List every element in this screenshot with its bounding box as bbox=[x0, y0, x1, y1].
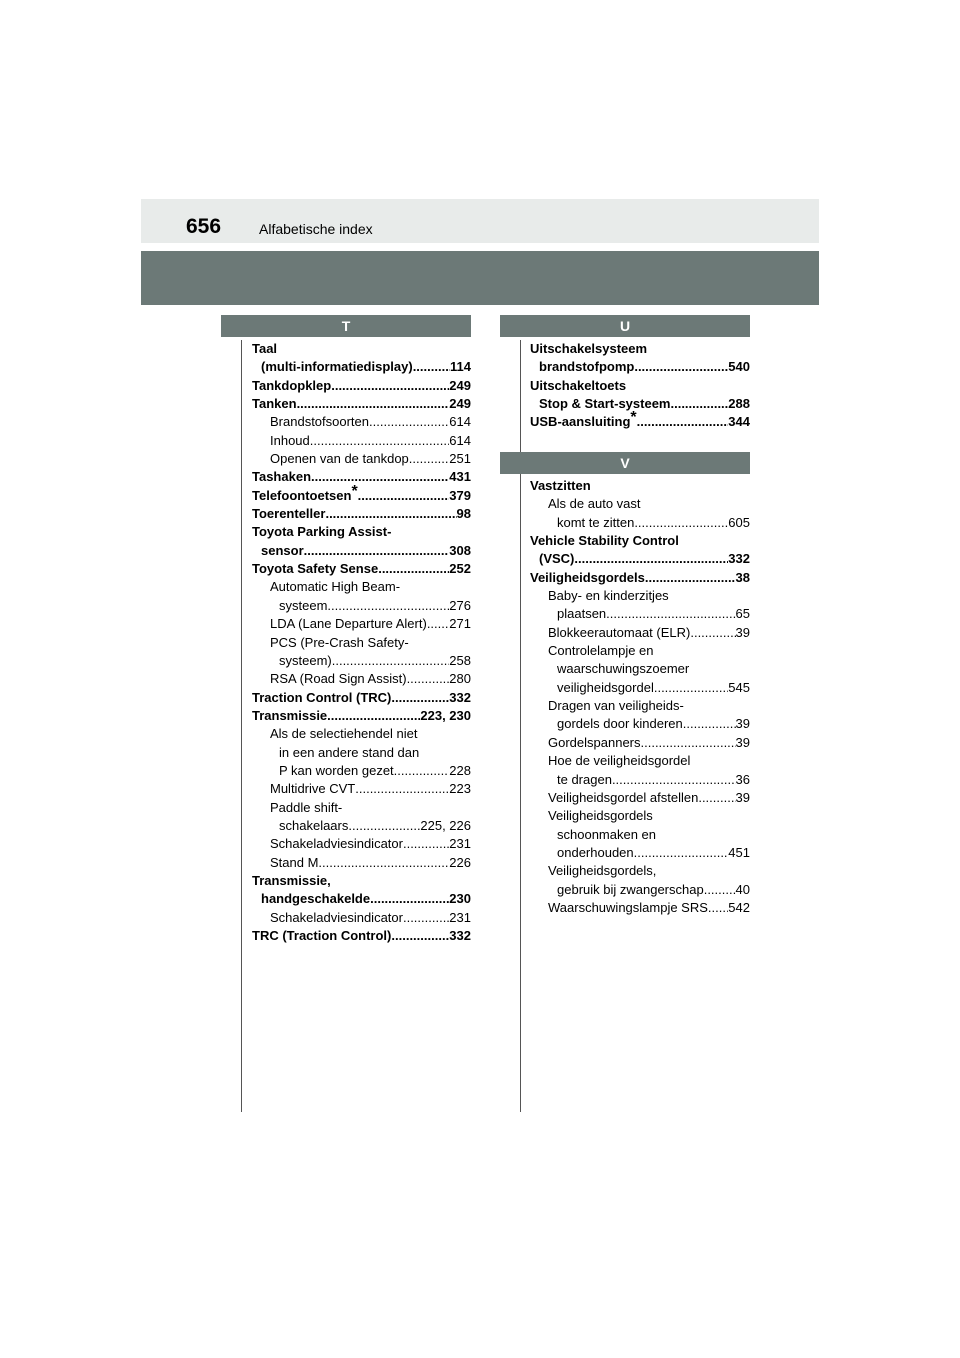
dot-leader bbox=[641, 734, 736, 752]
entry-term: Tanken bbox=[252, 396, 297, 412]
index-entry bbox=[252, 560, 471, 578]
dot-leader bbox=[634, 358, 728, 376]
page-reference: 98 bbox=[456, 506, 471, 522]
entry-term: P kan worden gezet bbox=[279, 762, 394, 778]
index-entry bbox=[530, 807, 750, 825]
entry-term: Telefoontoetsen bbox=[252, 487, 352, 503]
entry-term: Tankdopklep bbox=[252, 377, 332, 393]
page-reference: 431 bbox=[449, 469, 471, 485]
index-entry bbox=[530, 642, 750, 660]
index-entry bbox=[530, 899, 750, 917]
entry-term: PCS (Pre-Crash Safety- bbox=[270, 634, 409, 650]
page-reference: 225, 226 bbox=[420, 817, 471, 833]
entry-term: Toerenteller bbox=[252, 506, 326, 522]
entry-term: Transmissie bbox=[252, 707, 328, 723]
dot-leader bbox=[327, 597, 449, 615]
header-band bbox=[141, 251, 819, 305]
index-entry bbox=[252, 652, 471, 670]
index-entry bbox=[530, 605, 750, 623]
index-entry bbox=[530, 679, 750, 697]
index-entry bbox=[530, 377, 750, 395]
index-entry bbox=[530, 752, 750, 770]
index-entry bbox=[530, 862, 750, 880]
entry-term: Inhoud bbox=[270, 432, 310, 448]
page-reference: 605 bbox=[728, 514, 750, 530]
entry-term: (VSC) bbox=[539, 551, 575, 567]
entry-term: Veiligheidsgordel afstellen bbox=[548, 789, 699, 805]
page-reference: 288 bbox=[728, 396, 750, 412]
asterisk-mark: * bbox=[630, 409, 637, 427]
index-entry bbox=[530, 734, 750, 752]
index-entry bbox=[530, 660, 750, 678]
index-entry bbox=[530, 340, 750, 358]
entry-term: Schakeladviesindicator bbox=[270, 836, 403, 852]
page-reference: 223, 230 bbox=[420, 707, 471, 723]
page-reference: 542 bbox=[728, 899, 750, 915]
index-entry bbox=[252, 597, 471, 615]
index-entry bbox=[252, 482, 471, 505]
entry-term: Gordelspanners bbox=[548, 734, 641, 750]
page-reference: 344 bbox=[728, 414, 750, 430]
entry-term: handgeschakelde bbox=[261, 891, 371, 907]
index-entry bbox=[252, 762, 471, 780]
entry-term: Vastzitten bbox=[530, 478, 591, 493]
dot-leader bbox=[574, 550, 728, 568]
index-entry bbox=[252, 707, 471, 725]
entry-term: TRC (Traction Control) bbox=[252, 928, 392, 943]
dot-leader bbox=[369, 413, 449, 431]
page-reference: 271 bbox=[449, 616, 471, 632]
index-entry bbox=[252, 780, 471, 798]
dot-leader bbox=[332, 652, 450, 670]
entry-term: Als de auto vast bbox=[548, 496, 641, 512]
page-reference: 614 bbox=[449, 414, 471, 430]
entry-term: (multi-informatiedisplay) bbox=[261, 359, 413, 375]
dot-leader bbox=[612, 771, 736, 789]
entry-term: Als de selectiehendel niet bbox=[270, 726, 418, 742]
index-entry bbox=[530, 550, 750, 568]
index-entry bbox=[252, 634, 471, 652]
entry-term: Uitschakeltoets bbox=[530, 377, 627, 393]
entry-term: waarschuwingszoemer bbox=[557, 661, 690, 677]
dot-leader bbox=[708, 899, 728, 917]
index-entry bbox=[252, 890, 471, 908]
header-bar bbox=[141, 199, 819, 243]
entry-term: plaatsen bbox=[557, 606, 607, 622]
dot-leader bbox=[325, 505, 456, 523]
page-reference: 226 bbox=[449, 854, 471, 870]
dot-leader bbox=[704, 881, 736, 899]
index-list-v bbox=[530, 477, 750, 917]
dot-leader bbox=[304, 542, 450, 560]
page-reference: 40 bbox=[735, 881, 750, 897]
entry-term: Waarschuwingslampje SRS bbox=[548, 899, 708, 915]
entry-term: Toyota Parking Assist- bbox=[252, 524, 392, 540]
entry-term: te dragen bbox=[557, 771, 612, 787]
entry-term: schakelaars bbox=[279, 817, 349, 833]
entry-term: Stand M bbox=[270, 854, 319, 870]
index-entry bbox=[252, 909, 471, 927]
index-entry bbox=[252, 542, 471, 560]
page-reference: 36 bbox=[735, 771, 750, 787]
entry-term: in een andere stand dan bbox=[279, 744, 420, 760]
index-entry bbox=[252, 413, 471, 431]
entry-term: Veiligheidsgordels bbox=[548, 808, 653, 824]
page-reference: 332 bbox=[728, 551, 750, 567]
dot-leader bbox=[327, 707, 420, 725]
dot-leader bbox=[637, 413, 729, 431]
entry-term: Openen van de tankdop bbox=[270, 451, 409, 467]
entry-term: systeem) bbox=[279, 652, 332, 668]
entry-term: Multidrive CVT bbox=[270, 781, 356, 797]
section-letter-u: U bbox=[500, 315, 750, 337]
index-entry bbox=[252, 432, 471, 450]
index-entry bbox=[530, 514, 750, 532]
index-entry bbox=[252, 854, 471, 872]
entry-term: USB-aansluiting bbox=[530, 414, 631, 430]
dot-leader bbox=[394, 762, 450, 780]
page-reference: 308 bbox=[449, 542, 471, 558]
index-entry bbox=[530, 697, 750, 715]
dot-leader bbox=[310, 432, 450, 450]
page-reference: 65 bbox=[735, 606, 750, 622]
page-reference: 231 bbox=[449, 836, 471, 852]
page-reference: 332 bbox=[449, 928, 471, 943]
entry-term: RSA (Road Sign Assist) bbox=[270, 671, 407, 687]
index-entry bbox=[530, 532, 750, 550]
dot-leader bbox=[331, 377, 449, 395]
index-entry bbox=[530, 844, 750, 862]
entry-term: Vehicle Stability Control bbox=[530, 533, 679, 549]
dot-leader bbox=[670, 395, 728, 413]
page-reference: 231 bbox=[449, 909, 471, 925]
page-reference: 379 bbox=[449, 487, 471, 503]
page-reference: 114 bbox=[450, 359, 471, 375]
index-entry bbox=[530, 495, 750, 513]
page-reference: 252 bbox=[449, 561, 471, 577]
page-reference: 540 bbox=[728, 359, 750, 375]
dot-leader bbox=[318, 854, 449, 872]
page-number: 656 bbox=[186, 215, 222, 238]
dot-leader bbox=[311, 468, 449, 486]
entry-term: Dragen van veiligheids- bbox=[548, 698, 684, 714]
dot-leader bbox=[403, 835, 449, 853]
index-entry bbox=[252, 523, 471, 541]
index-entry bbox=[530, 624, 750, 642]
dot-leader bbox=[297, 395, 450, 413]
page-reference: 230 bbox=[449, 891, 471, 907]
page-reference: 280 bbox=[449, 671, 471, 687]
entry-term: Veiligheidsgordels bbox=[530, 569, 645, 585]
entry-term: systeem bbox=[279, 597, 328, 613]
index-entry bbox=[252, 835, 471, 853]
index-list-t bbox=[252, 340, 471, 945]
section-title: Alfabetische index bbox=[259, 221, 373, 237]
index-entry bbox=[252, 670, 471, 688]
index-entry bbox=[252, 578, 471, 596]
page-reference: 249 bbox=[449, 396, 471, 412]
entry-term: brandstofpomp bbox=[539, 359, 635, 375]
dot-leader bbox=[355, 780, 449, 798]
entry-term: Controlelampje en bbox=[548, 643, 654, 659]
index-entry bbox=[252, 505, 471, 523]
index-entry bbox=[530, 826, 750, 844]
entry-term: Traction Control (TRC) bbox=[252, 689, 392, 705]
page-reference: 258 bbox=[449, 652, 471, 668]
page-reference: 614 bbox=[449, 432, 471, 448]
index-entry bbox=[252, 615, 471, 633]
index-entry bbox=[252, 689, 471, 707]
index-entry bbox=[530, 395, 750, 413]
entry-term: Veiligheidsgordels, bbox=[548, 863, 657, 879]
index-entry bbox=[252, 799, 471, 817]
entry-term: Schakeladviesindicator bbox=[270, 909, 403, 925]
index-entry bbox=[252, 377, 471, 395]
entry-term: Taal bbox=[252, 341, 278, 356]
dot-leader bbox=[358, 487, 450, 505]
index-entry bbox=[530, 477, 750, 495]
dot-leader bbox=[427, 615, 449, 633]
dot-leader bbox=[690, 624, 735, 642]
page-reference: 545 bbox=[728, 679, 750, 695]
page-reference: 332 bbox=[449, 689, 471, 705]
index-entry bbox=[530, 569, 750, 587]
page-reference: 251 bbox=[449, 451, 471, 467]
index-entry bbox=[530, 771, 750, 789]
dot-leader bbox=[378, 560, 449, 578]
index-entry bbox=[530, 881, 750, 899]
entry-term: veiligheidsgordel bbox=[557, 679, 654, 695]
entry-term: Brandstofsoorten bbox=[270, 414, 370, 430]
entry-term: sensor bbox=[261, 542, 304, 558]
entry-term: Toyota Safety Sense bbox=[252, 561, 379, 577]
page-reference: 39 bbox=[735, 734, 750, 750]
dot-leader bbox=[654, 679, 728, 697]
index-entry bbox=[530, 358, 750, 376]
page-reference: 39 bbox=[735, 789, 750, 805]
dot-leader bbox=[606, 605, 735, 623]
asterisk-mark: * bbox=[351, 482, 358, 500]
page-reference: 276 bbox=[449, 597, 471, 613]
page-reference: 223 bbox=[449, 781, 471, 797]
entry-term: onderhouden bbox=[557, 844, 634, 860]
page-reference: 39 bbox=[735, 624, 750, 640]
index-entry bbox=[252, 358, 471, 376]
index-entry bbox=[530, 715, 750, 733]
dot-leader bbox=[409, 450, 450, 468]
dot-leader bbox=[683, 715, 736, 733]
dot-leader bbox=[407, 670, 450, 688]
index-entry bbox=[530, 409, 750, 431]
entry-term: komt te zitten bbox=[557, 514, 635, 530]
index-entry bbox=[530, 789, 750, 807]
index-entry bbox=[252, 872, 471, 890]
dot-leader bbox=[645, 569, 736, 587]
section-letter-t: T bbox=[221, 315, 471, 337]
index-list-u bbox=[530, 340, 750, 432]
entry-term: Stop & Start-systeem bbox=[539, 396, 671, 412]
entry-term: schoonmaken en bbox=[557, 826, 657, 842]
dot-leader bbox=[370, 890, 449, 908]
entry-term: gordels door kinderen bbox=[557, 716, 683, 732]
left-column-rule bbox=[241, 340, 242, 1112]
entry-term: Transmissie, bbox=[252, 872, 331, 888]
page-reference: 451 bbox=[728, 844, 750, 860]
index-entry bbox=[252, 450, 471, 468]
page-reference: 38 bbox=[735, 569, 750, 585]
dot-leader bbox=[634, 844, 729, 862]
index-entry bbox=[252, 468, 471, 486]
page-reference: 228 bbox=[449, 762, 471, 778]
dot-leader bbox=[391, 927, 449, 945]
dot-leader bbox=[413, 358, 450, 376]
index-entry bbox=[252, 395, 471, 413]
index-entry bbox=[530, 587, 750, 605]
entry-term: Uitschakelsysteem bbox=[530, 341, 648, 356]
index-entry bbox=[252, 927, 471, 945]
index-entry bbox=[252, 725, 471, 743]
page-reference: 249 bbox=[449, 377, 471, 393]
page-reference: 39 bbox=[735, 716, 750, 732]
dot-leader bbox=[391, 689, 449, 707]
dot-leader bbox=[348, 817, 420, 835]
entry-term: Baby- en kinderzitjes bbox=[548, 588, 669, 604]
entry-term: Hoe de veiligheidsgordel bbox=[548, 753, 691, 769]
entry-term: LDA (Lane Departure Alert) bbox=[270, 616, 427, 632]
entry-term: Blokkeerautomaat (ELR) bbox=[548, 624, 691, 640]
section-letter-v: V bbox=[500, 452, 750, 474]
dot-leader bbox=[403, 909, 449, 927]
index-entry bbox=[252, 817, 471, 835]
entry-term: Tashaken bbox=[252, 469, 312, 485]
index-entry bbox=[252, 744, 471, 762]
entry-term: gebruik bij zwangerschap bbox=[557, 881, 704, 897]
dot-leader bbox=[698, 789, 735, 807]
entry-term: Paddle shift- bbox=[270, 799, 343, 815]
index-entry bbox=[252, 340, 471, 358]
dot-leader bbox=[634, 514, 728, 532]
entry-term: Automatic High Beam- bbox=[270, 579, 401, 595]
